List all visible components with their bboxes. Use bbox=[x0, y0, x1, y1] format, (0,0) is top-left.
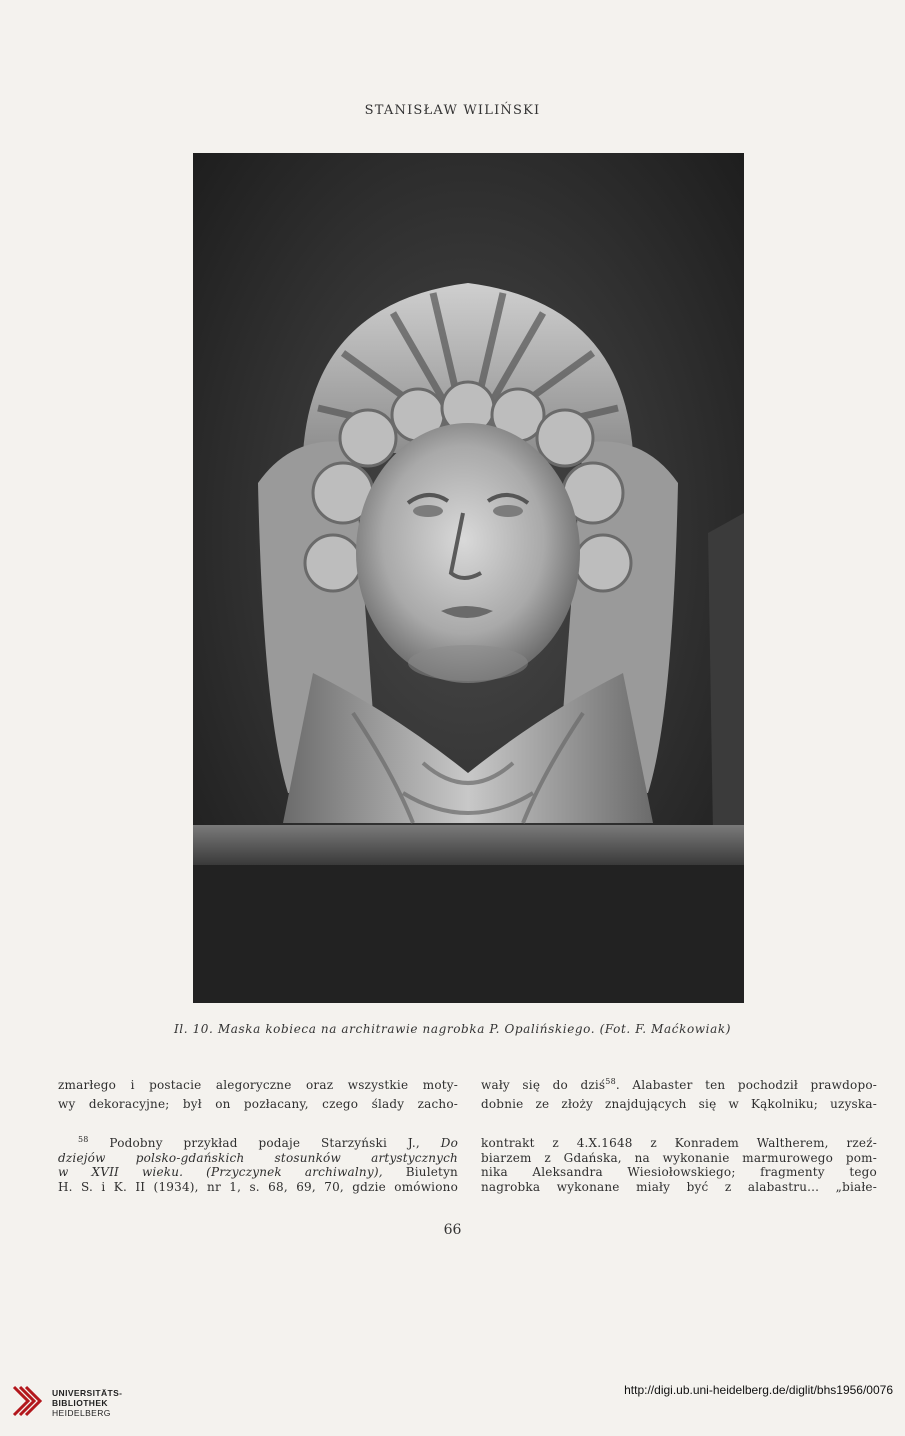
library-line: UNIVERSITÄTS- bbox=[52, 1388, 123, 1398]
body-text-left bbox=[58, 1076, 458, 1114]
footnote-run: Do bbox=[440, 1136, 459, 1150]
source-url-link[interactable]: http://digi.ub.uni-heidelberg.de/diglit/bhs1956/0076 bbox=[624, 1383, 893, 1397]
body-line: wy dekoracyjne; był on pozłacany, czego ślady zacho- bbox=[58, 1097, 458, 1111]
footnote-right bbox=[481, 1136, 877, 1194]
body-text-run: . Alabaster ten pochodził prawdopo- bbox=[615, 1078, 878, 1092]
footnote-line bbox=[58, 1136, 458, 1151]
footnote-line: kontrakt z 4.X.1648 z Konradem Waltherem, rzeź- bbox=[481, 1136, 877, 1150]
female-mask-image bbox=[193, 153, 744, 1003]
footnote-run: Biuletyn bbox=[405, 1165, 458, 1179]
footer-bar bbox=[0, 1366, 905, 1436]
page-number: 66 bbox=[443, 1222, 462, 1238]
running-header: STANISŁAW WILIŃSKI bbox=[364, 103, 541, 118]
footnote-ref: 58 bbox=[605, 1077, 616, 1086]
footnote-line: H. S. i K. II (1934), nr 1, s. 68, 69, 70, gdzie omówiono bbox=[58, 1179, 458, 1194]
footnote-line: nika Aleksandra Wiesiołowskiego; fragmenty tego bbox=[481, 1165, 877, 1179]
body-text-run: wały się do dziś bbox=[481, 1078, 606, 1092]
body-text-right bbox=[481, 1076, 877, 1114]
library-line: HEIDELBERG bbox=[52, 1408, 111, 1418]
sculpture-photo bbox=[193, 153, 744, 1003]
footnote-run: Podobny przykład podaje Starzyński J., bbox=[109, 1136, 420, 1150]
library-name bbox=[52, 1388, 122, 1418]
body-line: dobnie ze złoży znajdujących się w Kąkolniku; uzyska- bbox=[481, 1097, 877, 1111]
figure-caption: Il. 10. Maska kobieca na architrawie nagrobka P. Opalińskiego. (Fot. F. Maćkowiak) bbox=[173, 1022, 732, 1036]
footnote-run: w XVII wieku. (Przyczynek archiwalny), bbox=[58, 1165, 383, 1179]
body-line bbox=[481, 1076, 877, 1095]
library-line: BIBLIOTHEK bbox=[52, 1398, 108, 1408]
library-logo-icon bbox=[10, 1381, 46, 1421]
footnote-left bbox=[58, 1136, 458, 1194]
footnote-line bbox=[58, 1165, 458, 1180]
body-line: zmarłego i postacie alegoryczne oraz wszystkie moty- bbox=[58, 1078, 458, 1092]
footnote-line: dziejów polsko-gdańskich stosunków artystycznych bbox=[58, 1150, 458, 1165]
footnote-line: nagrobka wykonane miały być z alabastru... „białe- bbox=[481, 1179, 877, 1194]
footnote-line: biarzem z Gdańska, na wykonanie marmurowego pom- bbox=[481, 1150, 877, 1165]
footnote-number: 58 bbox=[78, 1135, 89, 1144]
